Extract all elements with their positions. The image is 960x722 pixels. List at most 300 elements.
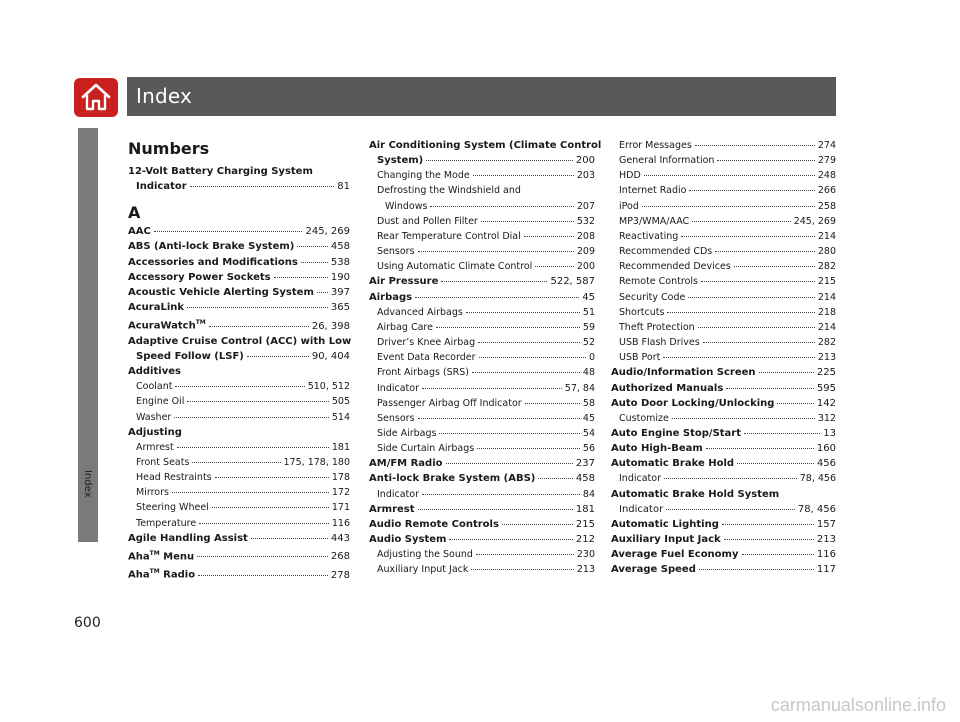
- index-entry[interactable]: [369, 290, 595, 305]
- index-entry[interactable]: [128, 531, 350, 546]
- index-subentry[interactable]: [369, 168, 595, 183]
- index-subentry[interactable]: [128, 455, 350, 470]
- index-entry-label: System): [377, 155, 424, 167]
- index-entry-label: Auxiliary Input Jack: [377, 564, 469, 576]
- index-entry[interactable]: [611, 532, 836, 547]
- page-ref[interactable]: 213: [576, 564, 595, 576]
- index-entry-label: Engine Oil: [136, 396, 185, 408]
- leader-dots: [535, 266, 574, 267]
- index-subentry[interactable]: [369, 199, 595, 214]
- leader-dots: [436, 327, 580, 328]
- index-subentry[interactable]: [369, 365, 595, 380]
- leader-dots: [524, 236, 574, 237]
- leader-dots: [644, 175, 815, 176]
- index-entry-label: Mirrors: [136, 487, 169, 499]
- index-entry[interactable]: [128, 300, 350, 315]
- page-ref[interactable]: 456: [816, 458, 836, 470]
- index-subentry[interactable]: [369, 441, 595, 456]
- leader-dots: [430, 206, 573, 207]
- leader-dots: [187, 307, 328, 308]
- page-ref[interactable]: 0: [588, 352, 595, 364]
- leader-dots: [742, 554, 814, 555]
- watermark: carmanualsonline.info: [770, 695, 946, 715]
- index-subentry[interactable]: [369, 350, 595, 365]
- index-entry-label: Windows: [385, 200, 428, 212]
- index-entry-label: AM/FM Radio: [369, 458, 443, 470]
- page-ref[interactable]: 181: [331, 441, 350, 453]
- page-ref[interactable]: 214: [817, 321, 836, 333]
- index-subentry[interactable]: [369, 259, 595, 274]
- index-subentry[interactable]: [128, 440, 350, 455]
- index-entry[interactable]: [369, 517, 595, 532]
- index-subentry[interactable]: [369, 229, 595, 244]
- page-ref[interactable]: 282: [817, 261, 836, 273]
- page-number: 600: [74, 615, 101, 631]
- index-entry-label: Average Speed: [611, 564, 696, 576]
- index-subentry[interactable]: [611, 183, 836, 198]
- index-entry[interactable]: [611, 426, 836, 441]
- page-ref[interactable]: 248: [817, 170, 836, 182]
- leader-dots: [672, 418, 815, 419]
- leader-dots: [734, 266, 815, 267]
- page-ref[interactable]: 245, 269: [793, 215, 836, 227]
- index-entry-label: USB Flash Drives: [619, 337, 700, 349]
- index-subentry[interactable]: [611, 214, 836, 229]
- index-entry[interactable]: [128, 270, 350, 285]
- index-subentry[interactable]: [128, 516, 350, 531]
- leader-dots: [777, 403, 813, 404]
- index-subentry[interactable]: [369, 305, 595, 320]
- page-ref[interactable]: 280: [817, 246, 836, 258]
- page-ref[interactable]: 212: [575, 534, 595, 546]
- index-subentry[interactable]: [369, 547, 595, 562]
- index-entry-label: Agile Handling Assist: [128, 532, 248, 544]
- index-entry-label: Audio System: [369, 534, 447, 546]
- index-entry-label: Side Airbags: [377, 427, 437, 439]
- index-entry-label: Event Data Recorder: [377, 352, 476, 364]
- index-entry-label: Remote Controls: [619, 276, 698, 288]
- leader-dots: [479, 357, 586, 358]
- page-ref[interactable]: 57, 84: [564, 382, 595, 394]
- index-entry-label: Automatic Lighting: [611, 518, 719, 530]
- page-ref[interactable]: 505: [331, 396, 350, 408]
- page-ref[interactable]: 26, 398: [311, 320, 350, 332]
- leader-dots: [154, 231, 303, 232]
- page-ref[interactable]: 58: [582, 397, 595, 409]
- page-ref[interactable]: 595: [816, 382, 836, 394]
- page-title: Index: [136, 84, 193, 108]
- index-entry-label: Front Seats: [136, 456, 190, 468]
- leader-dots: [177, 447, 329, 448]
- leader-dots: [198, 575, 328, 576]
- index-subentry[interactable]: [611, 320, 836, 335]
- index-entry[interactable]: [611, 502, 836, 517]
- index-subentry[interactable]: [369, 411, 595, 426]
- index-entry-label: Error Messages: [619, 140, 692, 151]
- index-entry-label: Additives: [128, 366, 181, 378]
- index-entry-label: Recommended CDs: [619, 246, 713, 258]
- index-subentry[interactable]: [611, 168, 836, 183]
- index-entry[interactable]: [369, 456, 595, 471]
- page-ref[interactable]: 59: [582, 321, 595, 333]
- page-ref[interactable]: 48: [582, 367, 595, 379]
- index-entry-label: Auto High-Beam: [611, 443, 703, 455]
- index-entry-label: Acoustic Vehicle Alerting System: [128, 286, 314, 298]
- index-entry-label: Coolant: [136, 381, 173, 393]
- leader-dots: [698, 327, 815, 328]
- leader-dots: [473, 175, 574, 176]
- leader-dots: [174, 417, 329, 418]
- index-subentry[interactable]: [369, 335, 595, 350]
- index-entry-label: Front Airbags (SRS): [377, 367, 470, 379]
- leader-dots: [699, 569, 814, 570]
- leader-dots: [297, 246, 328, 247]
- index-entry-label: Adjusting the Sound: [377, 549, 473, 561]
- index-entry-label: Anti-lock Brake System (ABS): [369, 473, 536, 485]
- page-ref[interactable]: 51: [582, 306, 595, 318]
- index-subentry[interactable]: [611, 153, 836, 168]
- page-ref[interactable]: 532: [576, 215, 595, 227]
- page-ref[interactable]: 514: [331, 411, 350, 423]
- index-entry-label: Shortcuts: [619, 306, 665, 318]
- home-button[interactable]: [74, 78, 118, 117]
- index-subentry[interactable]: [369, 244, 595, 259]
- index-entry-label: Accessory Power Sockets: [128, 271, 271, 283]
- leader-dots: [666, 509, 795, 510]
- leader-dots: [466, 312, 580, 313]
- leader-dots: [274, 277, 328, 278]
- index-entry-label: Temperature: [136, 517, 197, 529]
- index-column-2: [369, 138, 602, 578]
- leader-dots: [418, 509, 573, 510]
- page-ref[interactable]: 200: [575, 155, 595, 167]
- index-entry-label: Auto Engine Stop/Start: [611, 427, 742, 439]
- index-subentry[interactable]: [369, 562, 595, 577]
- index-entry-label: Adjusting: [128, 426, 182, 438]
- page-ref[interactable]: 81: [337, 181, 350, 193]
- page-ref[interactable]: 142: [816, 397, 836, 409]
- leader-dots: [715, 251, 815, 252]
- page-ref[interactable]: 209: [576, 246, 595, 258]
- index-entry-label: Audio/Information Screen: [611, 367, 756, 379]
- index-entry[interactable]: [611, 365, 836, 380]
- index-subentry[interactable]: [369, 214, 595, 229]
- index-subentry[interactable]: [611, 411, 836, 426]
- side-tab-label: Index: [82, 470, 93, 498]
- page-ref[interactable]: 218: [817, 306, 836, 318]
- leader-dots: [502, 524, 573, 525]
- page-ref[interactable]: 215: [575, 518, 595, 530]
- index-entry-label: Auto Door Locking/Unlocking: [611, 397, 775, 409]
- index-subentry[interactable]: [611, 274, 836, 289]
- page-ref[interactable]: 282: [817, 337, 836, 349]
- index-entry-label: AAC: [128, 226, 151, 238]
- index-entry[interactable]: [369, 471, 595, 486]
- index-entry-label: Average Fuel Economy: [611, 549, 739, 561]
- page-ref[interactable]: 171: [331, 502, 350, 514]
- section-heading-a: A: [128, 203, 141, 223]
- page-ref[interactable]: 45: [582, 291, 595, 303]
- index-entry-label: Steering Wheel: [136, 502, 209, 514]
- index-subentry[interactable]: [369, 487, 595, 502]
- index-entry[interactable]: [611, 517, 836, 532]
- leader-dots: [692, 221, 790, 222]
- index-entry[interactable]: [128, 315, 350, 333]
- page-ref[interactable]: 230: [576, 549, 595, 561]
- index-entry[interactable]: [611, 562, 836, 577]
- index-entry[interactable]: [611, 547, 836, 562]
- page-ref[interactable]: 56: [582, 443, 595, 455]
- leader-dots: [199, 523, 329, 524]
- page-ref[interactable]: 397: [330, 286, 350, 298]
- page-ref[interactable]: 258: [817, 200, 836, 212]
- index-subentry[interactable]: [611, 305, 836, 320]
- home-icon: [80, 82, 112, 112]
- index-entry-label: Indicator: [136, 181, 187, 193]
- index-subentry[interactable]: [128, 500, 350, 515]
- page-ref[interactable]: 458: [575, 473, 595, 485]
- page-ref[interactable]: 78, 456: [799, 473, 836, 485]
- index-entry-label: Audio Remote Controls: [369, 518, 499, 530]
- page-ref[interactable]: 175, 178, 180: [283, 456, 350, 468]
- leader-dots: [538, 478, 573, 479]
- index-subentry[interactable]: [611, 199, 836, 214]
- index-subentry[interactable]: [369, 426, 595, 441]
- index-subentry[interactable]: [128, 470, 350, 485]
- leader-dots: [317, 292, 328, 293]
- index-entry-label: Airbags: [369, 291, 413, 303]
- leader-dots: [426, 160, 573, 161]
- page-ref[interactable]: 45: [582, 412, 595, 424]
- page-ref[interactable]: 116: [816, 549, 836, 561]
- page-ref[interactable]: 213: [816, 534, 836, 546]
- index-entry-label: Automatic Brake Hold System: [611, 488, 780, 500]
- page-ref[interactable]: 278: [330, 569, 350, 581]
- page-ref[interactable]: 365: [330, 302, 350, 314]
- index-subentry[interactable]: [611, 244, 836, 259]
- page-ref[interactable]: 458: [330, 241, 350, 253]
- page-ref[interactable]: 172: [331, 487, 350, 499]
- index-entry-label: MP3/WMA/AAC: [619, 215, 690, 227]
- leader-dots: [759, 372, 814, 373]
- page-ref[interactable]: 279: [817, 155, 836, 167]
- index-entry-label: Indicator: [619, 503, 664, 515]
- index-entry-label: Recommended Devices: [619, 261, 731, 273]
- page-ref[interactable]: 54: [582, 427, 595, 439]
- leader-dots: [737, 463, 814, 464]
- index-entry[interactable]: [128, 179, 350, 194]
- page-ref[interactable]: 225: [816, 367, 836, 379]
- index-entry[interactable]: [128, 546, 350, 564]
- index-entry-label: Dust and Pollen Filter: [377, 215, 478, 227]
- page-ref[interactable]: 208: [576, 230, 595, 242]
- leader-dots: [525, 403, 580, 404]
- leader-dots: [172, 492, 329, 493]
- page-ref[interactable]: 90, 404: [311, 350, 350, 362]
- index-entry-label: Reactivating: [619, 230, 679, 242]
- index-subentry[interactable]: [611, 259, 836, 274]
- index-entry-label: 12-Volt Battery Charging System: [128, 166, 313, 177]
- index-subentry[interactable]: [128, 394, 350, 409]
- leader-dots: [664, 478, 797, 479]
- leader-dots: [439, 433, 579, 434]
- leader-dots: [422, 388, 562, 389]
- page-ref[interactable]: 181: [575, 503, 595, 515]
- leader-dots: [724, 539, 814, 540]
- index-subentry[interactable]: [611, 335, 836, 350]
- leader-dots: [301, 262, 328, 263]
- leader-dots: [689, 190, 814, 191]
- index-entry[interactable]: [611, 396, 836, 411]
- leader-dots: [175, 386, 304, 387]
- index-entry-label: Armrest: [369, 503, 415, 515]
- leader-dots: [472, 372, 580, 373]
- index-entry-label: Indicator: [619, 473, 661, 485]
- index-entry-label: Defrosting the Windshield and: [377, 185, 521, 197]
- index-entry[interactable]: [128, 285, 350, 300]
- index-entry[interactable]: [611, 441, 836, 456]
- page-ref[interactable]: 213: [817, 352, 836, 364]
- index-entry-label: Advanced Airbags: [377, 306, 463, 318]
- index-subentry[interactable]: [128, 485, 350, 500]
- index-entry-label: Aha™ Radio: [128, 568, 196, 581]
- index-entry-label: Theft Protection: [619, 321, 695, 333]
- index-entry[interactable]: [611, 381, 836, 396]
- index-entry-label: Security Code: [619, 291, 686, 303]
- index-entry-label: HDD: [619, 170, 641, 182]
- page-ref[interactable]: 214: [817, 291, 836, 303]
- section-heading-numbers: Numbers: [128, 139, 210, 158]
- leader-dots: [209, 326, 309, 327]
- leader-dots: [446, 463, 573, 464]
- page-ref[interactable]: 207: [576, 200, 595, 212]
- index-subentry[interactable]: [611, 471, 836, 486]
- index-entry-label: Side Curtain Airbags: [377, 443, 475, 455]
- leader-dots: [251, 538, 328, 539]
- page-ref[interactable]: 117: [816, 564, 836, 576]
- leader-dots: [476, 554, 574, 555]
- leader-dots: [449, 539, 572, 540]
- page-ref[interactable]: 274: [817, 140, 836, 151]
- page-ref[interactable]: 510, 512: [307, 381, 350, 393]
- index-subentry[interactable]: [611, 290, 836, 305]
- index-entry-label: Changing the Mode: [377, 170, 470, 182]
- page-ref[interactable]: 200: [576, 261, 595, 273]
- leader-dots: [190, 186, 335, 187]
- index-subentry[interactable]: [611, 350, 836, 365]
- index-entry-label: Automatic Brake Hold: [611, 458, 735, 470]
- page-ref[interactable]: 116: [331, 517, 350, 529]
- page-ref[interactable]: 245, 269: [305, 226, 350, 238]
- index-subentry[interactable]: [369, 320, 595, 335]
- leader-dots: [717, 160, 814, 161]
- index-entry[interactable]: [128, 224, 350, 239]
- index-subentry[interactable]: [611, 138, 836, 153]
- index-entry[interactable]: [369, 274, 595, 289]
- index-entry[interactable]: [611, 456, 836, 471]
- index-entry[interactable]: [369, 532, 595, 547]
- index-entry-label: Accessories and Modifications: [128, 256, 298, 268]
- page-ref[interactable]: 266: [817, 185, 836, 197]
- index-subentry[interactable]: [369, 381, 595, 396]
- leader-dots: [703, 342, 815, 343]
- index-subentry[interactable]: [611, 229, 836, 244]
- leader-dots: [706, 448, 814, 449]
- leader-dots: [418, 418, 580, 419]
- index-entry-label: Air Pressure: [369, 276, 439, 288]
- index-entry[interactable]: [128, 349, 350, 364]
- index-column-3: [611, 138, 836, 578]
- page-ref[interactable]: 13: [823, 427, 836, 439]
- page-ref[interactable]: 52: [582, 337, 595, 349]
- page-ref[interactable]: 190: [330, 271, 350, 283]
- leader-dots: [701, 281, 815, 282]
- index-entry-label: Aha™ Menu: [128, 549, 195, 563]
- index-subentry[interactable]: [128, 379, 350, 394]
- leader-dots: [418, 251, 574, 252]
- page-ref[interactable]: 84: [582, 488, 595, 500]
- index-column-1: [128, 138, 350, 583]
- page-ref[interactable]: 203: [576, 170, 595, 182]
- leader-dots: [695, 145, 815, 146]
- page-ref[interactable]: 237: [575, 458, 595, 470]
- page-ref[interactable]: 215: [817, 276, 836, 288]
- leader-dots: [187, 401, 329, 402]
- page-ref[interactable]: 78, 456: [797, 503, 836, 515]
- index-entry[interactable]: [128, 564, 350, 582]
- index-entry[interactable]: [369, 153, 595, 168]
- leader-dots: [726, 388, 814, 389]
- leader-dots: [642, 206, 815, 207]
- index-entry-label: Internet Radio: [619, 185, 687, 197]
- index-entry-label: Auxiliary Input Jack: [611, 534, 721, 546]
- index-entry[interactable]: [369, 502, 595, 517]
- page-ref[interactable]: 157: [816, 518, 836, 530]
- page-ref[interactable]: 268: [330, 551, 350, 563]
- page-ref[interactable]: 178: [331, 472, 350, 484]
- page-ref[interactable]: 443: [330, 532, 350, 544]
- leader-dots: [688, 297, 815, 298]
- index-subentry[interactable]: [369, 396, 595, 411]
- index-entry-label: Air Conditioning System (Climate Control: [369, 140, 602, 151]
- index-entry-label: USB Port: [619, 352, 661, 364]
- page-ref[interactable]: 312: [817, 412, 836, 424]
- index-entry-label: Driver’s Knee Airbag: [377, 337, 476, 349]
- index-entry-label: Indicator: [377, 382, 419, 394]
- page-ref[interactable]: 522, 587: [550, 276, 595, 288]
- index-entry-label: Authorized Manuals: [611, 382, 724, 394]
- index-entry-label: Rear Temperature Control Dial: [377, 230, 521, 242]
- leader-dots: [663, 357, 815, 358]
- index-entry-label: Armrest: [136, 441, 174, 453]
- page-ref[interactable]: 538: [330, 256, 350, 268]
- index-entry[interactable]: [128, 255, 350, 270]
- leader-dots: [441, 281, 547, 282]
- page-ref[interactable]: 214: [817, 230, 836, 242]
- index-subentry[interactable]: [128, 410, 350, 425]
- index-entry-label: iPod: [619, 200, 639, 212]
- leader-dots: [247, 356, 309, 357]
- index-entry-label: Head Restraints: [136, 472, 212, 484]
- leader-dots: [477, 448, 580, 449]
- index-entry-label: Airbag Care: [377, 321, 433, 333]
- index-entry-label: AcuraWatch™: [128, 319, 206, 332]
- index-entry[interactable]: [128, 239, 350, 254]
- page-ref[interactable]: 160: [816, 443, 836, 455]
- index-entry-label: Customize: [619, 412, 669, 424]
- leader-dots: [681, 236, 815, 237]
- index-entry-label: Speed Follow (LSF): [136, 350, 244, 362]
